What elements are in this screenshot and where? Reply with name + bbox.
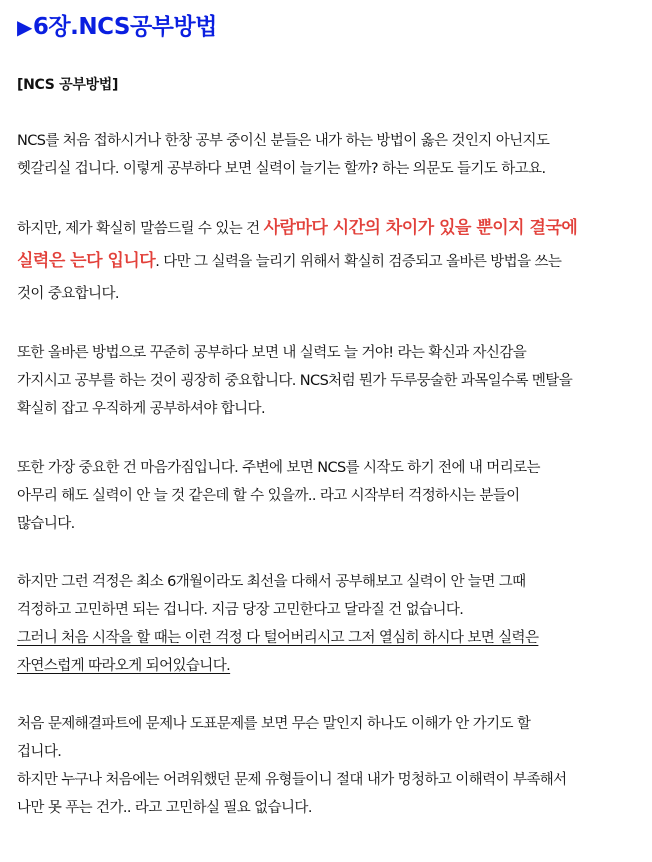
underlined-line: 그러니 처음 시작을 할 때는 이런 걱정 다 털어버리시고 그저 열심히 하시다 보면 실력은 [17,630,539,646]
paragraph-line: 아무리 해도 실력이 안 늘 것 같은데 할 수 있을까.. 라고 시작부터 걱정하시는 분들이 [17,488,520,504]
paragraph-line: 또한 가장 중요한 건 마음가짐입니다. 주변에 보면 NCS를 시작도 하기 전에 내 머리로는 [17,460,540,476]
section-label: [NCS 공부방법] [17,77,119,93]
paragraph-line: 것이 중요합니다. [17,286,119,302]
highlight-text: 사람마다 시간의 차이가 있을 뿐이지 결국에 [263,218,578,238]
chapter-title-text: 6장.NCS공부방법 [32,14,217,40]
paragraph-line: 겁니다. [17,744,62,760]
paragraph-3 [17,339,642,423]
paragraph-line: NCS를 처음 접하시거나 한창 공부 중이신 분들은 내가 하는 방법이 옳은 것인지 아닌지도 [17,133,550,149]
highlight-text: 실력은 는다 입니다 [17,251,156,271]
paragraph-line: 헷갈리실 겁니다. 이렇게 공부하다 보면 실력이 늘기는 할까? 하는 의문도 들기도 하고요. [17,161,546,177]
paragraph-line: 많습니다. [17,516,75,532]
paragraph-line: 처음 문제해결파트에 문제나 도표문제를 보면 무슨 말인지 하나도 이해가 안 가기도 할 [17,716,531,732]
triangle-right-icon: ▶ [17,15,32,39]
paragraph-2 [17,212,642,306]
paragraph-line: 또한 올바른 방법으로 꾸준히 공부하다 보면 내 실력도 늘 거야! 라는 확신과 자신감을 [17,345,527,361]
paragraph-6 [17,710,642,822]
paragraph-text: . 다만 그 실력을 늘리기 위해서 확실히 검증되고 올바른 방법을 쓰는 [155,254,562,270]
paragraph-4 [17,454,642,538]
paragraph-line: 확실히 잡고 우직하게 공부하셔야 합니다. [17,401,265,417]
chapter-title [17,8,217,41]
paragraph-line [17,245,642,278]
paragraph-1 [17,127,642,183]
paragraph-line: 가지시고 공부를 하는 것이 굉장히 중요합니다. NCS처럼 뭔가 두루뭉술한 과목일수록 멘탈을 [17,373,573,389]
paragraph-line: 하지만 누구나 처음에는 어려워했던 문제 유형들이니 절대 내가 멍청하고 이해력이 부족해서 [17,772,567,788]
paragraph-line [17,212,642,245]
paragraph-text: 하지만, 제가 확실히 말씀드릴 수 있는 건 [17,221,264,237]
paragraph-line: 하지만 그런 걱정은 최소 6개월이라도 최선을 다해서 공부해보고 실력이 안 늘면 그때 [17,574,526,590]
paragraph-line: 나만 못 푸는 건가.. 라고 고민하실 필요 없습니다. [17,800,312,816]
paragraph-5 [17,568,642,680]
underlined-line: 자연스럽게 따라오게 되어있습니다. [17,658,231,674]
paragraph-line: 걱정하고 고민하면 되는 겁니다. 지금 당장 고민한다고 달라질 건 없습니다. [17,602,464,618]
